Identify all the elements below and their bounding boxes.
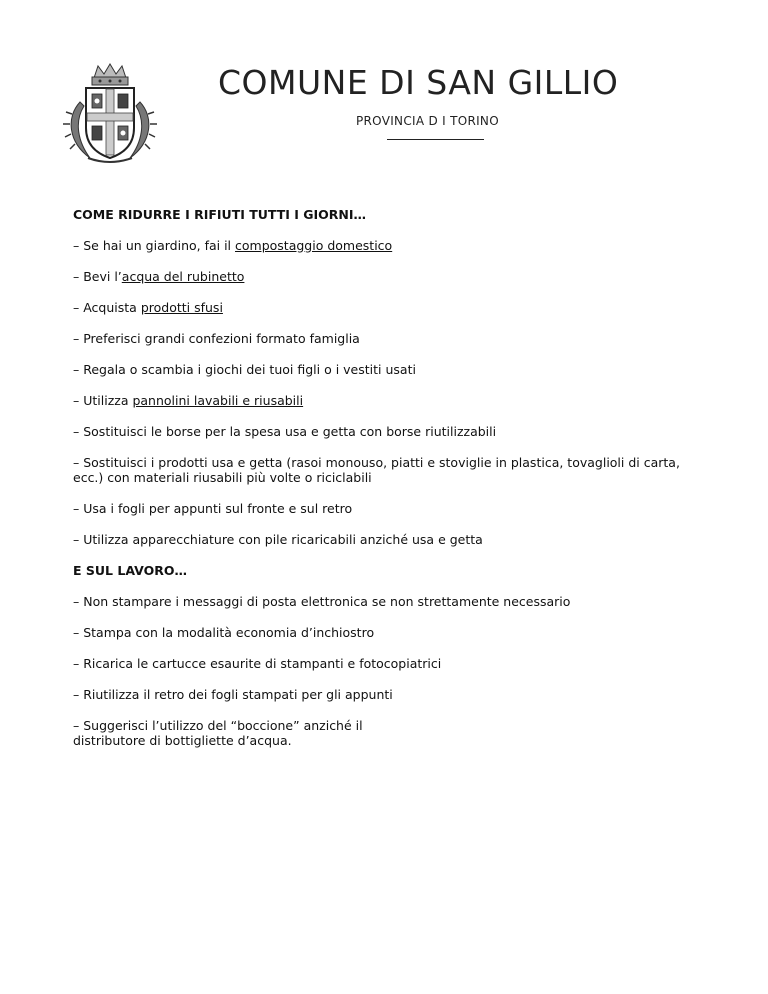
- list-item: [73, 687, 693, 702]
- item-text: – Non stampare i messaggi di posta elettronica se non strettamente necessario: [73, 594, 571, 609]
- item-text: – Preferisci grandi confezioni formato famiglia: [73, 331, 360, 346]
- list-item: [73, 362, 693, 377]
- item-text: – Bevi l’: [73, 269, 122, 284]
- header-divider: [387, 139, 484, 140]
- item-text: – Riutilizza il retro dei fogli stampati per gli appunti: [73, 687, 393, 702]
- list-item: [73, 238, 693, 253]
- list-item: [73, 594, 693, 609]
- list-item: [73, 656, 693, 671]
- list-item: [73, 532, 693, 547]
- item-text: – Ricarica le cartucce esaurite di stampanti e fotocopiatrici: [73, 656, 442, 671]
- item-text: – Stampa con la modalità economia d’inchiostro: [73, 625, 375, 640]
- washable-diapers-link[interactable]: pannolini lavabili e riusabili: [132, 393, 304, 408]
- list-item: [73, 455, 693, 485]
- bulk-products-link[interactable]: prodotti sfusi: [140, 300, 223, 315]
- section-heading-work: E SUL LAVORO…: [73, 563, 187, 578]
- item-text: – Utilizza: [73, 393, 133, 408]
- list-item: [73, 300, 693, 315]
- item-text: – Suggerisci l’utilizzo del “boccione” anziché il: [73, 718, 363, 733]
- composting-link[interactable]: compostaggio domestico: [235, 238, 393, 253]
- item-text: – Regala o scambia i giochi dei tuoi figli o i vestiti usati: [73, 362, 416, 377]
- item-text: – Acquista: [73, 300, 141, 315]
- municipal-coat-of-arms-icon: [60, 62, 160, 167]
- list-item: [73, 718, 693, 748]
- tap-water-link[interactable]: acqua del rubinetto: [121, 269, 245, 284]
- list-item: [73, 625, 693, 640]
- document-body: [73, 207, 693, 748]
- list-item: [73, 424, 693, 439]
- province-subtitle: PROVINCIA D I TORINO: [356, 114, 499, 128]
- item-text: – Sostituisci i prodotti usa e getta (rasoi monouso, piatti e stoviglie in plastica, tovaglioli di carta, ecc.) con materiali riusabili più volte o riciclabili: [73, 455, 680, 485]
- list-item: [73, 501, 693, 516]
- item-text: – Usa i fogli per appunti sul fronte e sul retro: [73, 501, 353, 516]
- item-text: – Sostituisci le borse per la spesa usa e getta con borse riutilizzabili: [73, 424, 497, 439]
- list-item: [73, 269, 693, 284]
- item-text: – Utilizza apparecchiature con pile ricaricabili anziché usa e getta: [73, 532, 483, 547]
- list-item: [73, 331, 693, 346]
- list-item: [73, 393, 693, 408]
- municipality-title: COMUNE DI SAN GILLIO: [218, 63, 619, 102]
- section-heading-daily: COME RIDURRE I RIFIUTI TUTTI I GIORNI…: [73, 207, 367, 222]
- item-text: distributore di bottigliette d’acqua.: [73, 733, 292, 748]
- item-text: – Se hai un giardino, fai il: [73, 238, 236, 253]
